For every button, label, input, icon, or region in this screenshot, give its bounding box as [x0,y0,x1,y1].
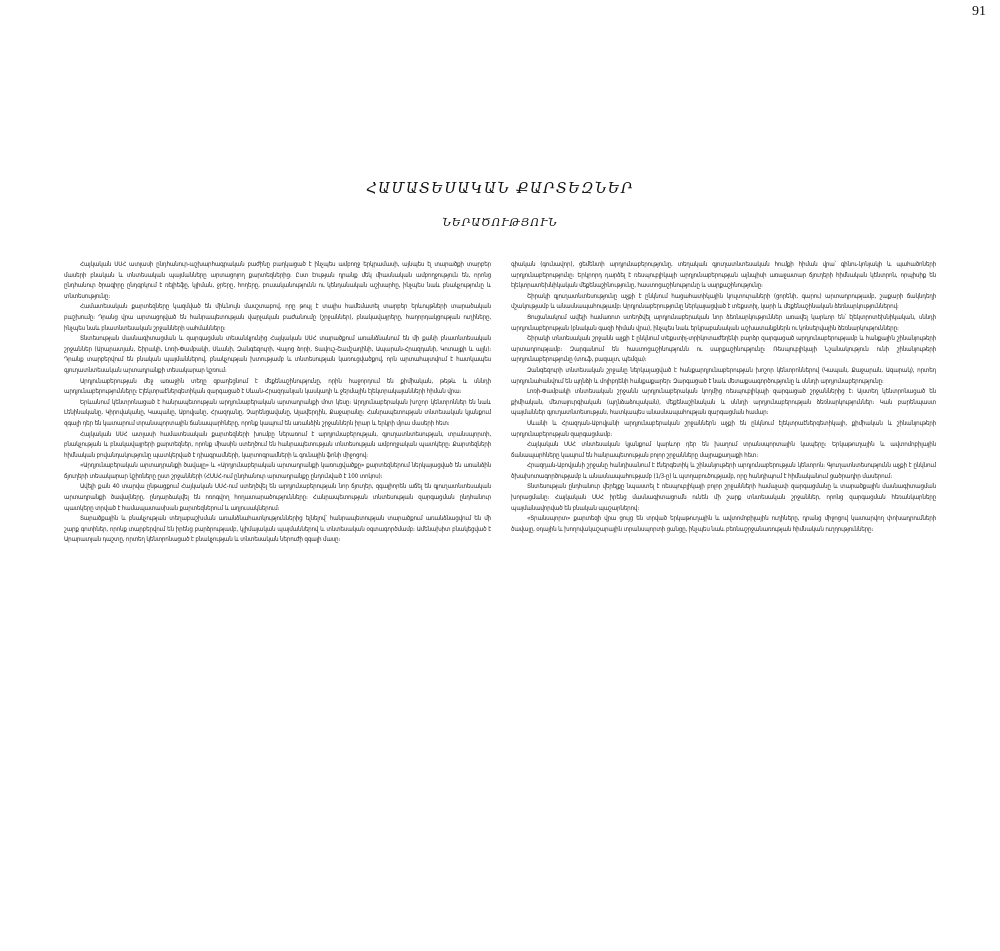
right-text-column [511,260,936,770]
paragraph: Հայկական ՍՍՀ տնտեսական կյանքում կարևոր դեր են խաղում տրանսպորտային կապերը։ Երկաթուղային և ավտոմոբիլային ճանապարհները կապում են հանրապետության բոլոր շրջանները մայրաքաղաքի հետ։ [511,441,936,459]
paragraph: «Տրանսպորտ» քարտեզի վրա ցույց են տրված երկաթուղային և ավտոմոբիլային ուղիները, դրանց միջոցով կատարվող փոխադրումների ծավալը, օդային և խողովակաշարային տրանսպորտի ցանցը, ինչպես նաև բեռնաշրջանառության հիմնական ուղղությունները։ [511,515,936,533]
paragraph: Սևանի և Հրազդան-Աբովյանի արդյունաբերական շրջաններն աչքի են ընկնում էլեկտրաէներգետիկայի, քիմիական և շինանյութերի արդյունաբերության զարգացմամբ։ [511,419,936,438]
paragraph: Տնտեսության ընդհանուր վերելքը նպաստել է ռեսպուբլիկայի բոլոր շրջանների համաչափ զարգացմանը և տարածքային մասնագիտացման խորացմանը։ Հայկական ՍՍՀ իրենց մասնագիտացումն ունեն մի շարք տնտեսական շրջաններ, որոնց զարգացման հեռանկարները պայմանավորված են բնական պաշարներով։ [511,483,936,512]
paragraph: Շիրակի տնտեսական շրջանն աչքի է ընկնում տեքստիլ-տրիկոտաժեղենի բարձր զարգացած արդյունաբերությամբ և հանքային շինանյութերի արտադրությամբ։ Զարգանում են հաստոցաշինությունն ու սարքաշինությունը։ Ռեսպուբլիկայի Նշանակություն ունի շինանյութերի արդյունաբերությունը (տուֆ, բազալտ, պեմզա)։ [511,335,936,364]
page-number: 91 [972,4,986,19]
section-subtitle: ՆԵՐԱԾՈՒԹՅՈՒՆ [442,216,558,229]
paragraph: Տնտեսության մասնագիտացման և զարգացման տեսանկյունից Հայկական ՍՍՀ տարածքում առանձնանում են մի քանի բնատնտեսական շրջաններ (Արարատյան, Շիրակի, Լոռի-Փամբակի, Սևանի, Զանգեզուրի, Վայոց ձորի, Տավուշ-Շամշադինի, Ապարան-Հրազդանի, Կոտայքի և այլն)։ Դրանք տարբերվում են բնական պայմաններով, բնակչության խտությամբ և տնտեսության կառուցվածքով, որն արտահայտվում է հատկապես գյուղատնտեսական արտադրանքի տեսակարար կշռում։ [64,335,491,374]
paragraph: Տարածքային և բնակչության տեղաբաշխման առանձնահատկություններից ելնելով՝ հանրապետության տարածքում առանձնացվում են մի շարք գոտիներ, որոնք տարբերվում են իրենց բարձրությամբ, կլիմայական պայմաններով և տնտեսական օգտագործմամբ։ Ամենախիտ բնակեցված է Արարատյան դաշտը, որտեղ կենտրոնացած է բնակչության և տնտեսական ներուժի զգալի մասը։ [64,515,491,544]
paragraph: Համատեսական քարտեզները կազմված են միևնույն մասշտաբով, որը թույլ է տալիս համեմատել տարբեր երևույթների տարածական բաշխումը։ Դրանց վրա արտացոլված են հանրապետության վարչական բաժանումը (շրջաններ), բնակավայրերը, հաղորդակցության ուղիները, ինչպես նաև բնատնտեսական շրջանների սահմանները։ [64,303,491,332]
paragraph: Շիրակի գյուղատնտեսությունը աչքի է ընկնում հացահատիկային կուլտուրաների (ցորենի, գարու) արտադրությամբ, շաքարի ճակնդեղի մշակությամբ և անասնապահությամբ։ Արդյունաբերությունը ներկայացված է տեքստիլ, կարի և մեքենաշինական ձեռնարկություններով։ [511,292,936,311]
paragraph: Զանգեզուրի տնտեսական շրջանը ներկայացված է հանքարդյունաբերության խոշոր կենտրոններով (Կապան, Քաջարան, Ագարակ), որտեղ արդյունահանվում են պղնձի և մոլիբդենի հանքաքարեր։ Զարգացած է նաև մետաքսագործությունը և սննդի արդյունաբերությունը։ [511,366,936,385]
paragraph: Երևանում կենտրոնացած է հանրապետության արդյունաբերական արտադրանքի մոտ կեսը։ Արդյունաբերական խոշոր կենտրոններ են նաև Լենինականը, Կիրովականը, Կապանը, Աբովյանը, Հրազդանը, Չարենցավանը, Ալավերդին, Քաջարանը։ Հանրապետության տնտեսական կյանքում զգալի դեր են կատարում տրանսպորտային ճանապարհները, որոնք կապում են առանձին շրջաններն իրար և երկրի մյուս մասերի հետ։ [64,398,491,427]
paragraph: գիական (գունավոր), ցեմենտի արդյունաբերությունը, տեղական գյուղատնտեսական հումքի հիման վրա՝ գինու-կոնյակի և պահածոների արդյունաբերությունը։ Երկրորդ դարձել է ռեսպուբլիկայի արդյունաբերության այնպիսի առաջատար ճյուղերի հիմնական կենտրոն, որպիսիք են էլեկտրատեխնիկական մեքենաշինությունը, հաստոցաշինությունը և սարքաշինությունը։ [511,261,936,290]
section-title: ՀԱՄԱՏԵՍԱԿԱՆ ՔԱՐՏԵԶՆԵՐ [366,181,634,197]
paragraph: Լոռի-Փամբակի տնտեսական շրջանն արդյունաբերական կողմից ռեսպուբլիկայի զարգացած շրջաններից է։ Այստեղ կենտրոնացած են քիմիական, մետալուրգիական (պղնձաձուլական), մեքենաշինական և սննդի արդյունաբերության ձեռնարկություններ։ Կան բարենպաստ պայմաններ գյուղատնտեսության, հատկապես անասնապահության զարգացման համար։ [511,388,936,417]
paragraph: Ավելի քան 40 տարվա ընթացքում Հայկական ՍՍՀ-ում ստեղծվել են արդյունաբերության նոր ճյուղեր, զգալիորեն աճել են գյուղատնտեսական արտադրանքի ծավալները, ընդարձակվել են ոռոգվող հողատարածությունները։ Հանրապետության տնտեսության զարգացման ընդհանուր պատկերը տրված է համապատասխան քարտեզներում և աղյուսակներում։ [64,483,491,512]
paragraph: «Արդյունաբերական արտադրանքի ծավալը» և «Արդյունաբերական արտադրանքի կառուցվածքը» քարտեզներում ներկայացված են առանձին ճյուղերի տեսակարար կշիռները ըստ շրջանների (ՀՍՍՀ-ում ընդհանուր արտադրանքը ընդունված է 100 տոկոս)։ [64,462,491,480]
left-text-column [64,260,491,820]
paragraph: Արդյունաբերության մեջ առաջին տեղը զբաղեցնում է մեքենաշինությունը, որին հաջորդում են քիմիական, թեթև և սննդի արդյունաբերությունները։ Էլեկտրաէներգետիկան զարգացած է Սևան-Հրազդանյան կասկադի և ջերմային էլեկտրակայանների հիման վրա։ [64,377,491,396]
paragraph: Հրազդան-Աբովյանի շրջանը հանդիսանում է էներգետիկ և շինանյութերի արդյունաբերության կենտրոն։ Գյուղատնտեսությունն աչքի է ընկնում ծխախոտագործությամբ և անասնապահությամբ (1/3-ը) և պտղաբուծությամբ, որը հանդիպում է հիմնականում ցածրադիր մասերում։ [511,462,936,480]
paragraph: Հայկական ՍՍՀ ատլասի ընդհանուր-աշխարհագրական բաժինը բաղկացած է ինչպես ամբողջ երկրամասի, այնպես էլ տարածքի տարբեր մասերի բնական և տնտեսական պայմանները արտացոլող քարտեզներից։ Ըստ էության դրանք մեկ միասնական ամբողջություն են, որոնց ընդհանուր ծրագիրը ընդգրկում է ռելիեֆը, կլիման, ջրերը, հողերը, բուսականությունն ու կենդանական աշխարհը, ինչպես նաև բնակչությունը և տնտեսությունը։ [64,261,491,300]
paragraph: Հայկական ՍՍՀ ատլասի համատեսական քարտեզների խումբը ներառում է արդյունաբերության, գյուղատնտեսության, տրանսպորտի, բնակչության և բնակավայրերի քարտեզներ, որոնք միասին ստեղծում են հանրապետության տնտեսության ամբողջական պատկերը։ Քարտեզների հիմնական բովանդակությունը պատկերված է դիագրամների, կարտոգրամների և գունային ֆոնի միջոցով։ [64,430,491,459]
paragraph: Ցուցանակում ավելի համառոտ ստեղծվել արդյունաբերական նոր ձեռնարկություններ առավել կարևոր են՝ էլեկտրոտեխնիկական, սննդի արդյունաբերության (բնական գազի հիման վրա), ինչպես նաև երկրաբանական աշխատանքներն ու կոնսերվային ձեռնարկությունները։ [511,313,936,332]
